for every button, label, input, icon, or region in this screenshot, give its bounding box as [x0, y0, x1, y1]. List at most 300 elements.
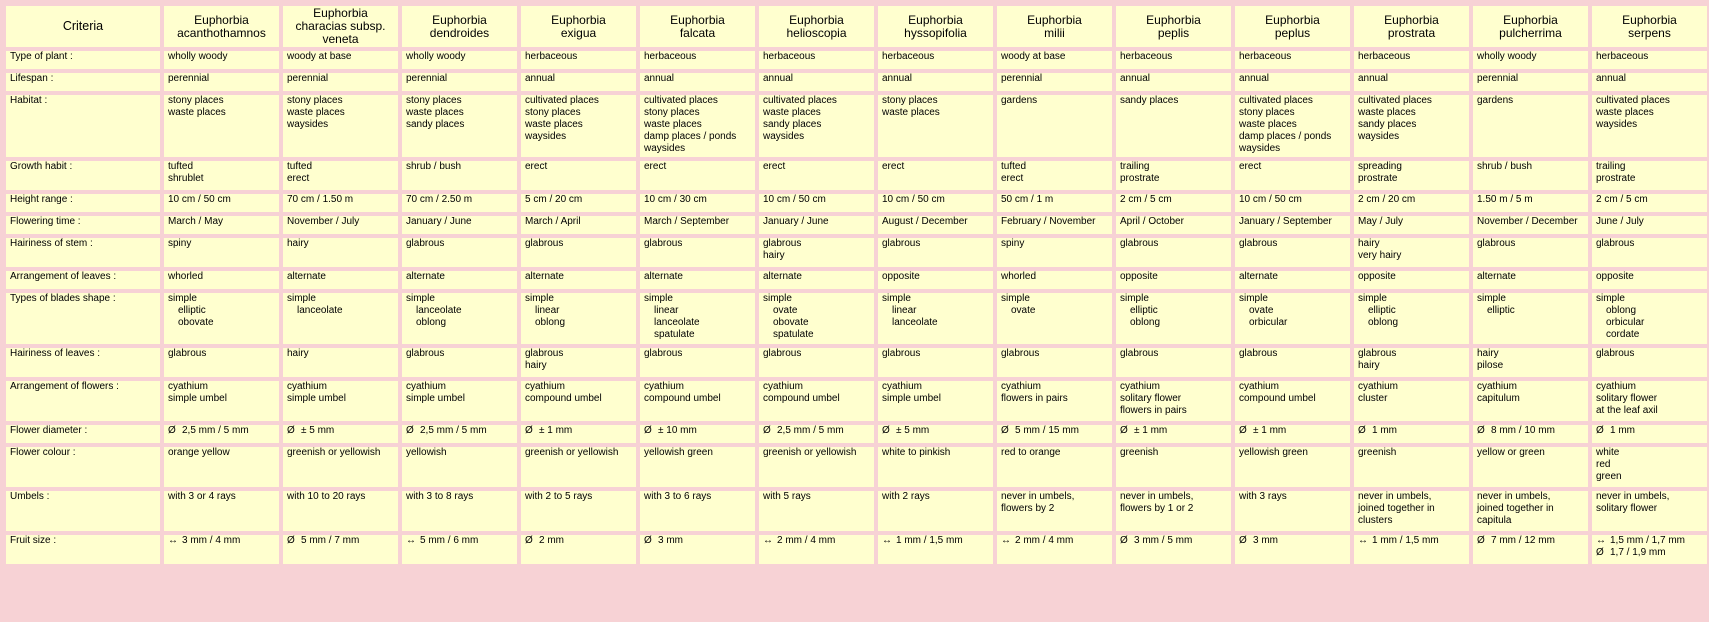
table-cell	[997, 348, 1112, 377]
measurement-value	[644, 535, 751, 547]
cell-value: glabrous	[168, 348, 207, 359]
cell-value: simple umbel	[406, 393, 465, 404]
measurement-text: 2 mm / 4 mm	[777, 535, 836, 546]
table-cell	[164, 535, 279, 564]
table-cell	[521, 348, 636, 377]
blade-shape-value: oblong	[535, 317, 566, 328]
cell-value: waste places	[1239, 119, 1297, 130]
criteria-row	[6, 73, 1707, 91]
blade-shape-value: lanceolate	[654, 317, 700, 328]
cell-value: pilose	[1477, 360, 1504, 371]
cell-value: simple	[644, 293, 673, 304]
species-name-line: veneta	[322, 32, 359, 46]
table-cell	[1116, 293, 1231, 344]
table-cell	[878, 194, 993, 212]
cell-value: perennial	[1477, 73, 1519, 84]
cell-value: glabrous	[644, 238, 683, 249]
measurement-value	[287, 535, 394, 547]
table-cell	[283, 161, 398, 190]
cell-value: yellowish green	[644, 447, 713, 458]
table-cell	[402, 535, 517, 564]
cell-value: hairy	[525, 360, 547, 371]
table-cell	[164, 425, 279, 443]
species-name-line: Euphorbia	[1384, 12, 1439, 27]
cell-value: hairy	[1477, 348, 1499, 359]
cell-value: red	[1596, 459, 1611, 470]
cell-value: prostrate	[1358, 173, 1398, 184]
cell-value: glabrous	[644, 348, 683, 359]
criteria-label: Type of plant :	[6, 51, 160, 69]
measurement-text: ± 1 mm	[1134, 425, 1168, 436]
cell-value: white	[1596, 447, 1620, 458]
cell-value: sandy places	[1120, 95, 1179, 106]
table-cell	[759, 161, 874, 190]
table-cell	[640, 216, 755, 234]
cell-value: flowers in pairs	[1120, 405, 1187, 416]
cell-value: annual	[1120, 73, 1151, 84]
table-cell	[1116, 238, 1231, 267]
table-cell	[1116, 491, 1231, 531]
table-cell	[1473, 491, 1588, 531]
blade-shape-value: oblong	[1606, 305, 1637, 316]
diameter-icon: Ø	[644, 535, 652, 546]
cell-value: waysides	[763, 131, 805, 142]
cell-value: greenish or yellowish	[763, 447, 857, 458]
cell-value: cyathium	[1120, 381, 1161, 392]
table-cell	[878, 238, 993, 267]
cell-value: joined together in	[1477, 503, 1554, 514]
cell-value: stony places	[882, 95, 938, 106]
table-cell	[997, 216, 1112, 234]
diameter-icon: Ø	[1001, 425, 1009, 436]
species-name-line: peplus	[1274, 25, 1311, 40]
table-cell	[878, 447, 993, 487]
cell-value: 10 cm / 50 cm	[763, 194, 826, 205]
cell-value: cultivated places	[1358, 95, 1432, 106]
cell-value: annual	[525, 73, 556, 84]
table-cell	[997, 535, 1112, 564]
table-cell	[640, 95, 755, 157]
criteria-row	[6, 381, 1707, 421]
table-cell	[521, 381, 636, 421]
criteria-row	[6, 194, 1707, 212]
table-cell	[997, 51, 1112, 69]
cell-value: perennial	[1001, 73, 1043, 84]
table-cell	[1235, 238, 1350, 267]
cell-value: annual	[763, 73, 794, 84]
table-cell	[1235, 194, 1350, 212]
measurement-value	[406, 535, 513, 547]
cell-value: wholly woody	[406, 51, 466, 62]
table-cell	[283, 73, 398, 91]
blade-shape-value: linear	[892, 305, 917, 316]
table-cell	[1354, 271, 1469, 289]
cell-value: glabrous	[1477, 238, 1516, 249]
cell-value: erect	[1001, 173, 1024, 184]
blade-shape-value: linear	[654, 305, 679, 316]
table-cell	[1235, 447, 1350, 487]
species-name-line: characias subsp.	[295, 19, 386, 33]
species-name-line: Euphorbia	[551, 12, 606, 27]
cell-value: glabrous	[1596, 238, 1635, 249]
cell-value: solitary flower	[1596, 503, 1658, 514]
criteria-row	[6, 425, 1707, 443]
table-cell	[997, 271, 1112, 289]
cell-value: November / July	[287, 216, 360, 227]
criteria-row	[6, 238, 1707, 267]
table-cell	[1116, 425, 1231, 443]
width-arrow-icon: ↔	[763, 535, 773, 546]
cell-value: cultivated places	[763, 95, 837, 106]
table-cell	[1473, 271, 1588, 289]
cell-value: compound umbel	[763, 393, 840, 404]
species-name-line: Euphorbia	[670, 12, 725, 27]
table-cell	[1592, 348, 1707, 377]
diameter-icon: Ø	[763, 425, 771, 436]
table-cell	[521, 447, 636, 487]
table-cell	[1473, 194, 1588, 212]
cell-value: 70 cm / 2.50 m	[406, 194, 473, 205]
table-cell	[640, 194, 755, 212]
table-cell	[1116, 348, 1231, 377]
table-cell	[402, 381, 517, 421]
table-cell	[402, 216, 517, 234]
cell-value: yellowish	[406, 447, 447, 458]
diameter-icon: Ø	[287, 535, 295, 546]
table-cell	[1592, 194, 1707, 212]
cell-value: alternate	[287, 271, 326, 282]
species-name-line: Euphorbia	[1622, 12, 1677, 27]
species-header	[1116, 6, 1231, 47]
blade-shape-value: spatulate	[654, 329, 695, 340]
measurement-text: 5 mm / 6 mm	[420, 535, 479, 546]
criteria-label: Arrangement of leaves :	[6, 271, 160, 289]
cell-value: herbaceous	[882, 51, 935, 62]
criteria-label: Umbels :	[6, 491, 160, 531]
cell-value: waste places	[168, 107, 226, 118]
criteria-label: Lifespan :	[6, 73, 160, 91]
measurement-text: 2,5 mm / 5 mm	[182, 425, 249, 436]
cell-value: spiny	[1001, 238, 1025, 249]
table-cell	[1473, 51, 1588, 69]
species-name-line: serpens	[1628, 25, 1671, 40]
table-cell	[997, 238, 1112, 267]
blade-shape-value: elliptic	[178, 305, 206, 316]
table-cell	[1235, 161, 1350, 190]
table-cell	[759, 447, 874, 487]
table-cell	[402, 293, 517, 344]
cell-value: perennial	[287, 73, 329, 84]
cell-value: tufted	[1001, 161, 1027, 172]
cell-value: glabrous	[1120, 238, 1159, 249]
species-name-line: Euphorbia	[1027, 12, 1082, 27]
cell-value: cyathium	[1239, 381, 1280, 392]
table-cell	[878, 271, 993, 289]
cell-value: stony places	[644, 107, 700, 118]
species-name-line: Euphorbia	[1503, 12, 1558, 27]
blade-shape-value: linear	[535, 305, 560, 316]
criteria-row	[6, 348, 1707, 377]
table-cell	[402, 95, 517, 157]
cell-value: alternate	[644, 271, 683, 282]
cell-value: glabrous	[1001, 348, 1040, 359]
cell-value: erect	[287, 173, 310, 184]
cell-value: glabrous	[1239, 238, 1278, 249]
cell-value: cyathium	[1358, 381, 1399, 392]
cell-value: with 3 to 6 rays	[644, 491, 712, 502]
cell-value: opposite	[1358, 271, 1396, 282]
measurement-text: ± 1 mm	[1253, 425, 1287, 436]
table-cell	[1116, 216, 1231, 234]
cell-value: woody at base	[1001, 51, 1066, 62]
criteria-label: Flower diameter :	[6, 425, 160, 443]
cell-value: whorled	[1001, 271, 1037, 282]
table-cell	[521, 161, 636, 190]
table-cell	[1354, 293, 1469, 344]
blade-shape-value: oblong	[1368, 317, 1399, 328]
cell-value: simple	[168, 293, 197, 304]
criteria-label: Height range :	[6, 194, 160, 212]
table-cell	[1473, 95, 1588, 157]
table-cell	[521, 425, 636, 443]
cell-value: flowers in pairs	[1001, 393, 1068, 404]
cell-value: March / May	[168, 216, 224, 227]
measurement-text: 3 mm	[658, 535, 683, 546]
species-name-line: Euphorbia	[1265, 12, 1320, 27]
table-cell	[1354, 348, 1469, 377]
cell-value: November / December	[1477, 216, 1578, 227]
cell-value: simple umbel	[882, 393, 941, 404]
table-cell	[283, 491, 398, 531]
criteria-label: Arrangement of flowers :	[6, 381, 160, 421]
measurement-value	[1001, 425, 1108, 437]
measurement-value	[525, 425, 632, 437]
table-cell	[521, 293, 636, 344]
species-header	[1354, 6, 1469, 47]
cell-value: stony places	[525, 107, 581, 118]
cell-value: yellowish green	[1239, 447, 1308, 458]
cell-value: simple	[1477, 293, 1506, 304]
table-cell	[402, 194, 517, 212]
diameter-icon: Ø	[1477, 535, 1485, 546]
cell-value: green	[1596, 471, 1622, 482]
table-cell	[1354, 73, 1469, 91]
table-cell	[997, 73, 1112, 91]
cell-value: cyathium	[287, 381, 328, 392]
cell-value: gardens	[1477, 95, 1514, 106]
cell-value: January / June	[763, 216, 829, 227]
diameter-icon: Ø	[644, 425, 652, 436]
cell-value: with 3 to 8 rays	[406, 491, 474, 502]
table-cell	[521, 194, 636, 212]
criteria-label: Hairiness of stem :	[6, 238, 160, 267]
cell-value: cultivated places	[1596, 95, 1670, 106]
criteria-label: Habitat :	[6, 95, 160, 157]
cell-value: erect	[882, 161, 905, 172]
table-cell	[283, 425, 398, 443]
cell-value: tufted	[168, 161, 194, 172]
cell-value: simple	[525, 293, 554, 304]
table-cell	[1235, 293, 1350, 344]
cell-value: opposite	[1120, 271, 1158, 282]
table-cell	[402, 425, 517, 443]
table-cell	[640, 161, 755, 190]
measurement-value	[763, 535, 870, 547]
cell-value: erect	[763, 161, 786, 172]
diameter-icon: Ø	[1358, 425, 1366, 436]
cell-value: never in umbels,	[1477, 491, 1551, 502]
measurement-text: 1 mm / 1,5 mm	[1372, 535, 1439, 546]
cell-value: annual	[1239, 73, 1270, 84]
cell-value: cyathium	[1596, 381, 1637, 392]
cell-value: herbaceous	[525, 51, 578, 62]
cell-value: annual	[1596, 73, 1627, 84]
cell-value: never in umbels,	[1596, 491, 1670, 502]
cell-value: with 3 rays	[1239, 491, 1287, 502]
measurement-text: 7 mm / 12 mm	[1491, 535, 1555, 546]
measurement-text: 1 mm	[1372, 425, 1397, 436]
table-cell	[1116, 161, 1231, 190]
table-cell	[759, 271, 874, 289]
table-cell	[402, 73, 517, 91]
table-cell	[1116, 271, 1231, 289]
table-cell	[1116, 51, 1231, 69]
cell-value: cyathium	[168, 381, 209, 392]
cell-value: joined together in	[1358, 503, 1435, 514]
cell-value: herbaceous	[1239, 51, 1292, 62]
cell-value: whorled	[168, 271, 204, 282]
table-cell	[759, 51, 874, 69]
cell-value: waste places	[1358, 107, 1416, 118]
measurement-text: ± 5 mm	[896, 425, 930, 436]
table-cell	[521, 535, 636, 564]
table-cell	[640, 447, 755, 487]
table-cell	[1235, 381, 1350, 421]
table-cell	[878, 51, 993, 69]
cell-value: glabrous	[1358, 348, 1397, 359]
species-name-line: Euphorbia	[908, 12, 963, 27]
cell-value: cultivated places	[644, 95, 718, 106]
cell-value: damp places / ponds	[1239, 131, 1332, 142]
table-cell	[878, 95, 993, 157]
cell-value: hairy	[1358, 238, 1380, 249]
cell-value: herbaceous	[763, 51, 816, 62]
table-cell	[640, 491, 755, 531]
criteria-row	[6, 216, 1707, 234]
measurement-text: 3 mm / 4 mm	[182, 535, 241, 546]
cell-value: simple	[1596, 293, 1625, 304]
blade-shape-value: oblong	[1130, 317, 1161, 328]
species-header	[759, 6, 874, 47]
table-cell	[878, 73, 993, 91]
measurement-value	[882, 535, 989, 547]
cell-value: spreading	[1358, 161, 1402, 172]
table-cell	[283, 293, 398, 344]
table-cell	[640, 535, 755, 564]
table-cell	[283, 381, 398, 421]
blade-shape-value: elliptic	[1130, 305, 1158, 316]
table-cell	[1473, 535, 1588, 564]
measurement-value	[1358, 535, 1465, 547]
measurement-text: 5 mm / 7 mm	[301, 535, 360, 546]
measurement-text: 1 mm / 1,5 mm	[896, 535, 963, 546]
cell-value: stony places	[168, 95, 224, 106]
criteria-label: Flower colour :	[6, 447, 160, 487]
measurement-value	[168, 535, 275, 547]
cell-value: wholly woody	[1477, 51, 1537, 62]
species-name-line: peplis	[1157, 25, 1190, 40]
measurement-value	[1596, 547, 1703, 559]
cell-value: glabrous	[525, 348, 564, 359]
cell-value: waysides	[525, 131, 567, 142]
table-cell	[997, 491, 1112, 531]
species-header	[1473, 6, 1588, 47]
cell-value: with 5 rays	[763, 491, 811, 502]
cell-value: 2 cm / 20 cm	[1358, 194, 1416, 205]
diameter-icon: Ø	[1596, 547, 1604, 558]
species-name-line: milii	[1044, 25, 1065, 40]
cell-value: trailing	[1120, 161, 1150, 172]
table-cell	[640, 348, 755, 377]
cell-value: herbaceous	[1358, 51, 1411, 62]
blade-shape-value: ovate	[1249, 305, 1274, 316]
table-cell	[1473, 425, 1588, 443]
criteria-row	[6, 293, 1707, 344]
cell-value: with 2 to 5 rays	[525, 491, 593, 502]
cell-value: greenish	[1120, 447, 1159, 458]
blade-shape-value: spatulate	[773, 329, 814, 340]
cell-value: simple umbel	[287, 393, 346, 404]
table-cell	[283, 194, 398, 212]
cell-value: stony places	[406, 95, 462, 106]
width-arrow-icon: ↔	[1596, 535, 1606, 546]
cell-value: 50 cm / 1 m	[1001, 194, 1054, 205]
diameter-icon: Ø	[525, 425, 533, 436]
table-cell	[759, 238, 874, 267]
measurement-text: 2 mm / 4 mm	[1015, 535, 1074, 546]
table-cell	[521, 73, 636, 91]
cell-value: simple	[1239, 293, 1268, 304]
diameter-icon: Ø	[525, 535, 533, 546]
diameter-icon: Ø	[1477, 425, 1485, 436]
cell-value: at the leaf axil	[1596, 405, 1658, 416]
criteria-row	[6, 51, 1707, 69]
cell-value: glabrous	[1239, 348, 1278, 359]
species-name-line: Euphorbia	[432, 12, 487, 27]
cell-value: annual	[644, 73, 675, 84]
measurement-value	[763, 425, 870, 437]
diameter-icon: Ø	[1120, 535, 1128, 546]
cell-value: January / September	[1239, 216, 1332, 227]
cell-value: never in umbels,	[1358, 491, 1432, 502]
criteria-row	[6, 95, 1707, 157]
blade-shape-value: cordate	[1606, 329, 1640, 340]
cell-value: simple	[1001, 293, 1030, 304]
criteria-label: Growth habit :	[6, 161, 160, 190]
table-cell	[164, 216, 279, 234]
table-cell	[878, 293, 993, 344]
cell-value: waste places	[1596, 107, 1654, 118]
cell-value: March / April	[525, 216, 581, 227]
cell-value: compound umbel	[644, 393, 721, 404]
measurement-text: 8 mm / 10 mm	[1491, 425, 1555, 436]
cell-value: opposite	[882, 271, 920, 282]
table-cell	[1116, 95, 1231, 157]
species-header	[164, 6, 279, 47]
species-name-line: acanthothamnos	[177, 25, 266, 40]
criteria-label: Types of blades shape :	[6, 293, 160, 344]
table-cell	[759, 73, 874, 91]
